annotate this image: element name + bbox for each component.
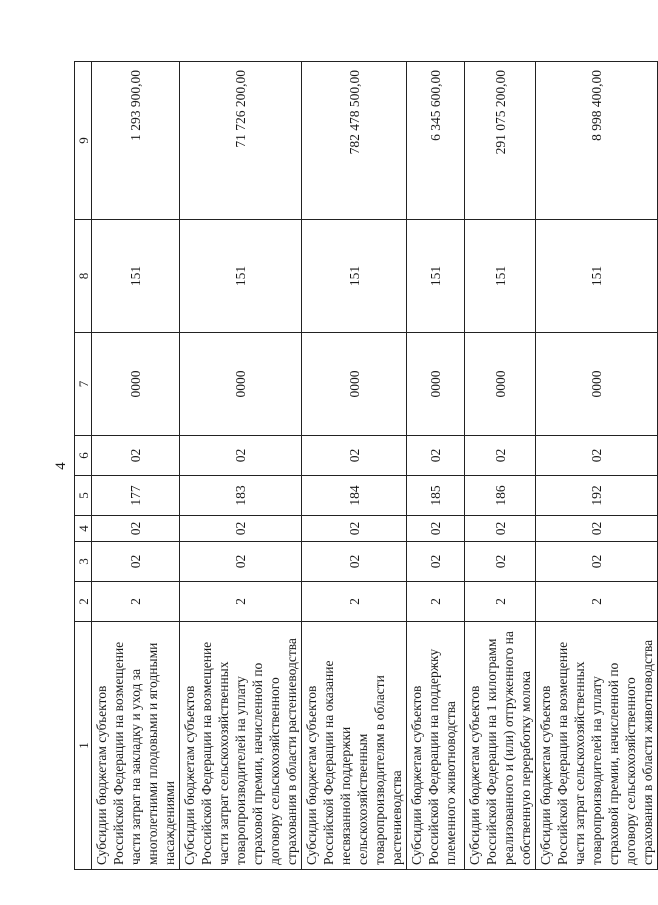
table-row	[465, 62, 536, 870]
column-header: 4	[75, 516, 92, 542]
code-cell: 02	[180, 516, 302, 542]
code-cell: 02	[302, 436, 407, 476]
code-cell: 151	[407, 220, 465, 333]
subsidy-description: Субсидии бюджетам субъектов Российской Федерации на оказание несвязанной поддержки сельскохозяйственным товаропроизводителям в области растениеводства	[302, 622, 407, 870]
column-header: 5	[75, 476, 92, 516]
amount-cell: 291 075 200,00	[465, 62, 536, 220]
page-number: 4	[53, 462, 69, 470]
column-header: 3	[75, 542, 92, 582]
code-cell: 02	[180, 436, 302, 476]
amount-cell: 782 478 500,00	[302, 62, 407, 220]
code-cell: 02	[92, 542, 180, 582]
code-cell: 0000	[302, 333, 407, 436]
column-header: 7	[75, 333, 92, 436]
subsidy-description: Субсидии бюджетам субъектов Российской Федерации на поддержку племенного животноводства	[407, 622, 465, 870]
column-header: 6	[75, 436, 92, 476]
code-cell: 02	[407, 542, 465, 582]
code-cell: 02	[302, 542, 407, 582]
code-cell: 02	[536, 436, 658, 476]
table-row	[92, 62, 180, 870]
code-cell: 02	[536, 516, 658, 542]
column-header: 9	[75, 62, 92, 220]
code-cell: 0000	[407, 333, 465, 436]
code-cell: 2	[180, 582, 302, 622]
subsidy-description: Субсидии бюджетам субъектов Российской Федерации на возмещение части затрат на закладку и уход за многолетними плодовыми и ягодными насаждениями	[92, 622, 180, 870]
code-cell: 2	[465, 582, 536, 622]
code-cell: 177	[92, 476, 180, 516]
code-cell: 02	[465, 436, 536, 476]
code-cell: 02	[180, 542, 302, 582]
table-row	[407, 62, 465, 870]
amount-cell: 6 345 600,00	[407, 62, 465, 220]
amount-cell: 8 998 400,00	[536, 62, 658, 220]
code-cell: 02	[92, 436, 180, 476]
subsidy-description: Субсидии бюджетам субъектов Российской Федерации на 1 килограмм реализованного и (или) отгруженного на собственную переработку молока	[465, 622, 536, 870]
code-cell: 151	[536, 220, 658, 333]
code-cell: 151	[465, 220, 536, 333]
subsidy-description: Субсидии бюджетам субъектов Российской Федерации на возмещение части затрат сельскохозяйственных товаропроизводителей на уплату страховой премии, начисленной по договору сельскохозяйственного страхования в области животноводства	[536, 622, 658, 870]
code-cell: 2	[536, 582, 658, 622]
table-row	[536, 62, 658, 870]
code-cell: 183	[180, 476, 302, 516]
code-cell: 2	[92, 582, 180, 622]
header-row	[75, 62, 92, 870]
code-cell: 2	[302, 582, 407, 622]
code-cell: 192	[536, 476, 658, 516]
table-row	[180, 62, 302, 870]
code-cell: 0000	[536, 333, 658, 436]
code-cell: 02	[465, 542, 536, 582]
subsidy-description: Субсидии бюджетам субъектов Российской Федерации на возмещение части затрат сельскохозяйственных товаропроизводителей на уплату страховой премии, начисленной по договору сельскохозяйственного страхования в области растениеводства	[180, 622, 302, 870]
column-header: 1	[75, 622, 92, 870]
code-cell: 02	[465, 516, 536, 542]
code-cell: 151	[302, 220, 407, 333]
code-cell: 0000	[92, 333, 180, 436]
subsidy-table	[74, 61, 658, 870]
code-cell: 02	[302, 516, 407, 542]
table-row	[302, 62, 407, 870]
code-cell: 02	[407, 516, 465, 542]
amount-cell: 71 726 200,00	[180, 62, 302, 220]
code-cell: 02	[92, 516, 180, 542]
code-cell: 184	[302, 476, 407, 516]
code-cell: 02	[407, 436, 465, 476]
rotated-sheet	[52, 62, 655, 870]
code-cell: 2	[407, 582, 465, 622]
column-header: 2	[75, 582, 92, 622]
code-cell: 151	[180, 220, 302, 333]
code-cell: 186	[465, 476, 536, 516]
code-cell: 185	[407, 476, 465, 516]
code-cell: 02	[536, 542, 658, 582]
code-cell: 0000	[465, 333, 536, 436]
code-cell: 0000	[180, 333, 302, 436]
code-cell: 151	[92, 220, 180, 333]
amount-cell: 1 293 900,00	[92, 62, 180, 220]
column-header: 8	[75, 220, 92, 333]
